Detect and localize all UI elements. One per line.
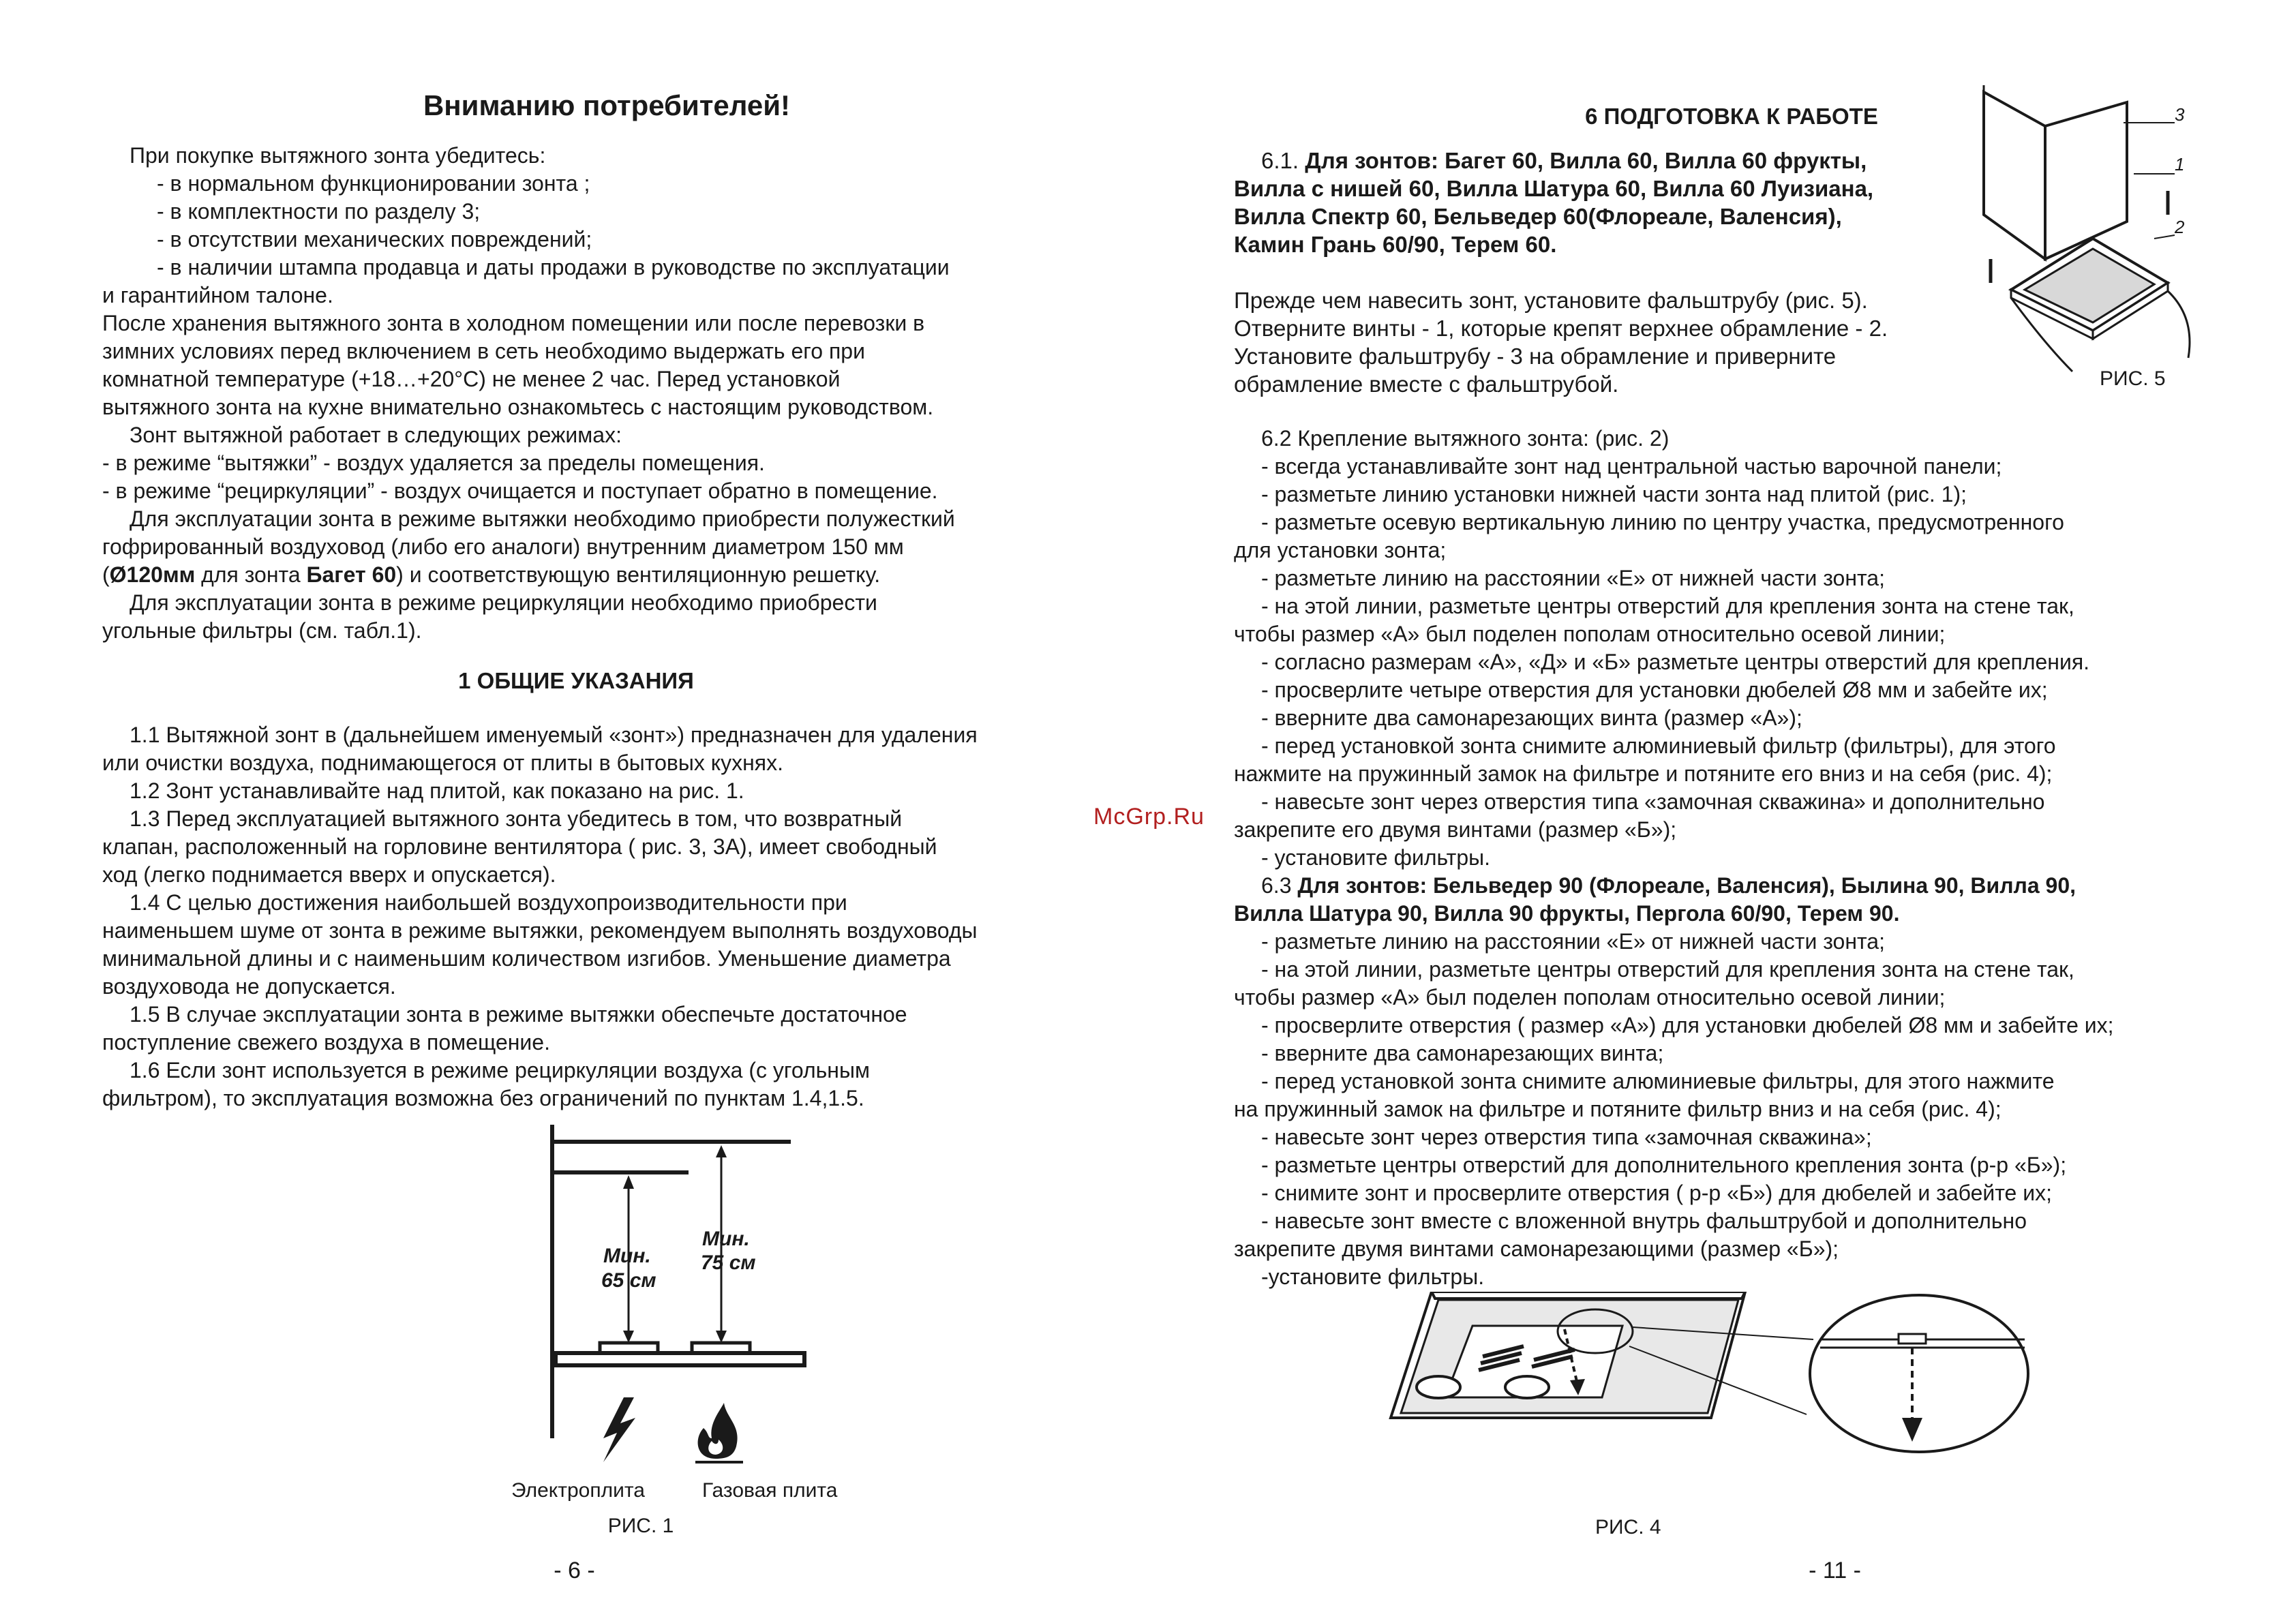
latch-icon [1899, 1334, 1926, 1344]
intro-line: - в наличии штампа продавца и даты продажи в руководстве по эксплуатации [157, 255, 950, 279]
s61-line: Отверните винты - 1, которые крепят верхнее обрамление - 2. [1234, 316, 1888, 341]
s63-line: - перед установкой зонта снимите алюминиевые фильтры, для этого нажмите [1261, 1069, 2055, 1093]
s63-line: - разметьте линию на расстоянии «Е» от нижней части зонта; [1261, 929, 1885, 954]
section-line: 1.6 Если зонт используется в режиме рециркуляции воздуха (с угольным [130, 1058, 870, 1082]
section-line: минимальной длины и с наименьшим количеством изгибов. Уменьшение диаметра [102, 946, 951, 971]
s63-line: - вверните два самонарезающих винта; [1261, 1041, 1664, 1065]
section-6-2-block [1234, 425, 2256, 1291]
section-line: поступление свежего воздуха в помещение. [102, 1030, 550, 1055]
s62-line: - разметьте линию установки нижней части зонта над плитой (рис. 1); [1261, 482, 1967, 506]
models-line: Камин Грань 60/90, Терем 60. [1234, 232, 1557, 257]
intro-line: - в режиме “вытяжки” - воздух удаляется за пределы помещения. [102, 451, 765, 475]
section-line: 1.2 Зонт устанавливайте над плитой, как показано на рис. 1. [130, 778, 744, 803]
label-1: 1 [2175, 154, 2185, 175]
models-line: Вилла с нишей 60, Вилла Шатура 60, Вилла 60 Луизиана, [1234, 176, 1874, 201]
label-2: 2 [2175, 217, 2185, 237]
s63-line: -установите фильтры. [1261, 1264, 1485, 1289]
min-65-line1: Мин. [603, 1245, 651, 1267]
label-electric-stove: Электроплита [511, 1479, 645, 1502]
intro-line: - в отсутствии механических повреждений; [157, 227, 592, 252]
chimney-front-face [2045, 102, 2127, 259]
section-line: или очистки воздуха, поднимающегося от плиты в бытовых кухнях. [102, 750, 784, 775]
detail-zoom-circle [1810, 1295, 2028, 1452]
intro-tail: ) и соответствующую вентиляционную решетку. [396, 562, 881, 587]
bold-model: Багет 60 [306, 562, 397, 587]
intro-line: гофрированный воздуховод (либо его аналоги) внутренним диаметром 150 мм [102, 534, 904, 559]
watermark-link[interactable]: McGrp.Ru [1093, 804, 1205, 830]
figure-1-caption: РИС. 1 [607, 1515, 674, 1537]
lightning-icon [603, 1397, 635, 1462]
section-line: 1.4 С целью достижения наибольшей воздухопроизводительности при [130, 890, 847, 915]
s63-bold-line: Вилла Шатура 90, Вилла 90 фрукты, Пергола 60/90, Терем 90. [1234, 901, 1900, 926]
s63-heading [1234, 872, 2256, 900]
lamp-right-icon [1505, 1376, 1549, 1398]
intro-line: зимних условиях перед включением в сеть необходимо выдержать его при [102, 339, 865, 363]
s63-prefix: 6.3 [1261, 873, 1298, 898]
burner-right [692, 1343, 750, 1353]
intro-line: и гарантийном талоне. [102, 283, 333, 307]
min-65-line2: 65 см [601, 1269, 656, 1292]
section-6-1-models [1234, 147, 2018, 258]
s62-line: закрепите его двумя винтами (размер «Б»); [1234, 817, 1677, 842]
s62-line: - просверлите четыре отверстия для установки дюбелей Ø8 мм и забейте их; [1261, 678, 2048, 702]
leader-2 [2154, 235, 2175, 239]
intro-line: Зонт вытяжной работает в следующих режимах: [130, 423, 622, 447]
section-1-title: 1 ОБЩИЕ УКАЗАНИЯ [458, 668, 694, 693]
s62-line: для установки зонта; [1234, 538, 1447, 562]
s61-line: Прежде чем навесить зонт, установите фальштрубу (рис. 5). [1234, 288, 1868, 313]
section-line: ход (легко поднимается вверх и опускается). [102, 862, 556, 887]
intro-line: После хранения вытяжного зонта в холодном помещении или после перевозки в [102, 311, 925, 335]
page-title: Вниманию потребителей! [423, 89, 791, 121]
intro-line: - в нормальном функционировании зонта ; [157, 171, 590, 196]
figure-4-caption: РИС. 4 [1595, 1516, 1661, 1538]
s61-line: обрамление вместе с фальштрубой. [1234, 371, 1619, 397]
section-6-title: 6 ПОДГОТОВКА К РАБОТЕ [1585, 104, 1878, 129]
s63-line: на пружинный замок на фильтре и потяните фильтр вниз и на себя (рис. 4); [1234, 1097, 2002, 1121]
intro-line: - в комплектности по разделу 3; [157, 199, 481, 224]
s63-line: - разметьте центры отверстий для дополнительного крепления зонта (р-р «Б»); [1261, 1153, 2067, 1177]
lamp-left-icon [1417, 1376, 1460, 1398]
models-line: Вилла Спектр 60, Бельведер 60(Флореале, Валенсия), [1234, 204, 1842, 229]
s62-line: - навесьте зонт через отверстия типа «замочная скважина» и дополнительно [1261, 789, 2045, 814]
s62-line: чтобы размер «А» был поделен пополам относительно осевой линии; [1234, 622, 1946, 646]
intro-line: вытяжного зонта на кухне внимательно ознакомьтесь с настоящим руководством. [102, 395, 934, 419]
s63-bold-0: Для зонтов: Бельведер 90 (Флореале, Валенсия), Былина 90, Вилла 90, [1297, 873, 2076, 898]
s62-line: - разметьте осевую вертикальную линию по центру участка, предусмотренного [1261, 510, 2064, 534]
figure-4-diagram [1370, 1292, 2250, 1544]
section-line: 1.3 Перед эксплуатацией вытяжного зонта убедитесь в том, что возвратный [130, 806, 903, 831]
intro-line: При покупке вытяжного зонта убедитесь: [130, 143, 546, 168]
s63-line: - снимите зонт и просверлите отверстия ( р-р «Б») для дюбелей и забейте их; [1261, 1181, 2052, 1205]
hood-outline-right [2168, 291, 2190, 358]
arrow-up-icon [716, 1145, 727, 1157]
s61-line: Установите фальштрубу - 3 на обрамление и приверните [1234, 344, 1837, 369]
left-page [102, 0, 1111, 1623]
section-line: 1.1 Вытяжной зонт в (дальнейшем именуемый «зонт») предназначен для удаления [130, 723, 978, 747]
arrow-up-icon [623, 1175, 634, 1189]
section-line: воздуховода не допускается. [102, 974, 396, 999]
s61-prefix: 6.1. [1261, 148, 1305, 173]
min-75-line1: Мин. [702, 1228, 750, 1250]
page-number-left: - 6 - [554, 1558, 595, 1583]
figure-5-caption: РИС. 5 [2100, 367, 2166, 390]
s62-line: 6.2 Крепление вытяжного зонта: (рис. 2) [1261, 426, 1670, 451]
s62-line: - установите фильтры. [1261, 845, 1490, 870]
intro-line: Для эксплуатации зонта в режиме вытяжки необходимо приобрести полужесткий [130, 506, 955, 531]
s62-line: - разметьте линию на расстоянии «Е» от нижней части зонта; [1261, 566, 1885, 590]
page-number-right: - 11 - [1809, 1558, 1861, 1583]
figure-1-diagram [389, 1118, 879, 1547]
chimney-left-face [1984, 92, 2045, 259]
arrow-down-icon [716, 1331, 727, 1343]
bold-diameter: Ø120мм [109, 562, 196, 587]
s63-line: - навесьте зонт вместе с вложенной внутрь фальштрубой и дополнительно [1261, 1209, 2027, 1233]
s62-line: - вверните два самонарезающих винта (размер «А»); [1261, 706, 1802, 730]
s62-line: - всегда устанавливайте зонт над центральной частью варочной панели; [1261, 454, 2002, 479]
section-line: клапан, расположенный на горловине вентилятора ( рис. 3, 3А), имеет свободный [102, 834, 937, 859]
intro-line: - в режиме “рециркуляции” - воздух очищается и поступает обратно в помещение. [102, 479, 938, 503]
cooktop [556, 1353, 804, 1365]
arrow-down-icon [623, 1331, 634, 1343]
s63-line: закрепите двумя винтами самонарезающими (размер «Б»); [1234, 1237, 1839, 1261]
intro-block [102, 142, 1111, 645]
s62-line: - перед установкой зонта снимите алюминиевый фильтр (фильтры), для этого [1261, 733, 2056, 758]
label-gas-stove: Газовая плита [702, 1479, 838, 1502]
intro-mid: для зонта [195, 562, 307, 587]
s61-bold-0: Для зонтов: Багет 60, Вилла 60, Вилла 60 фрукты, [1305, 148, 1867, 173]
models-line [1234, 147, 2018, 175]
right-page [1234, 0, 2256, 1623]
intro-line: Для эксплуатации зонта в режиме рециркуляции необходимо приобрести [130, 590, 877, 615]
s63-line: чтобы размер «А» был поделен пополам относительно осевой линии; [1234, 985, 1946, 1010]
section-1-block [102, 721, 1111, 1112]
section-6-1-text [1234, 286, 2052, 398]
min-75-line2: 75 см [701, 1252, 756, 1274]
section-line: фильтром), то эксплуатация возможна без ограничений по пунктам 1.4,1.5. [102, 1086, 864, 1110]
s63-line: - навесьте зонт через отверстия типа «замочная скважина»; [1261, 1125, 1872, 1149]
intro-line: угольные фильтры (см. табл.1). [102, 618, 422, 643]
burner-left [600, 1343, 658, 1353]
section-line: наименьшем шуме от зонта в режиме вытяжки, рекомендуем выполнять воздуховоды [102, 918, 978, 943]
label-3: 3 [2175, 104, 2185, 125]
s62-line: - согласно размерам «А», «Д» и «Б» разметьте центры отверстий для крепления. [1261, 650, 2090, 674]
s62-line: - на этой линии, разметьте центры отверстий для крепления зонта на стене так, [1261, 594, 2074, 618]
s63-line: - просверлите отверстия ( размер «А») для установки дюбелей Ø8 мм и забейте их; [1261, 1013, 2114, 1037]
s62-line: нажмите на пружинный замок на фильтре и потяните его вниз и на себя (рис. 4); [1234, 761, 2053, 786]
s63-line: - на этой линии, разметьте центры отверстий для крепления зонта на стене так, [1261, 957, 2074, 982]
intro-line: комнатной температуре (+18…+20°С) не менее 2 час. Перед установкой [102, 367, 841, 391]
section-line: 1.5 В случае эксплуатации зонта в режиме вытяжки обеспечьте достаточное [130, 1002, 907, 1027]
intro-line-mixed: (Ø120мм для зонта Багет 60) и соответствующую вентиляционную решетку. [102, 562, 881, 587]
figure-5-diagram [1970, 85, 2243, 399]
